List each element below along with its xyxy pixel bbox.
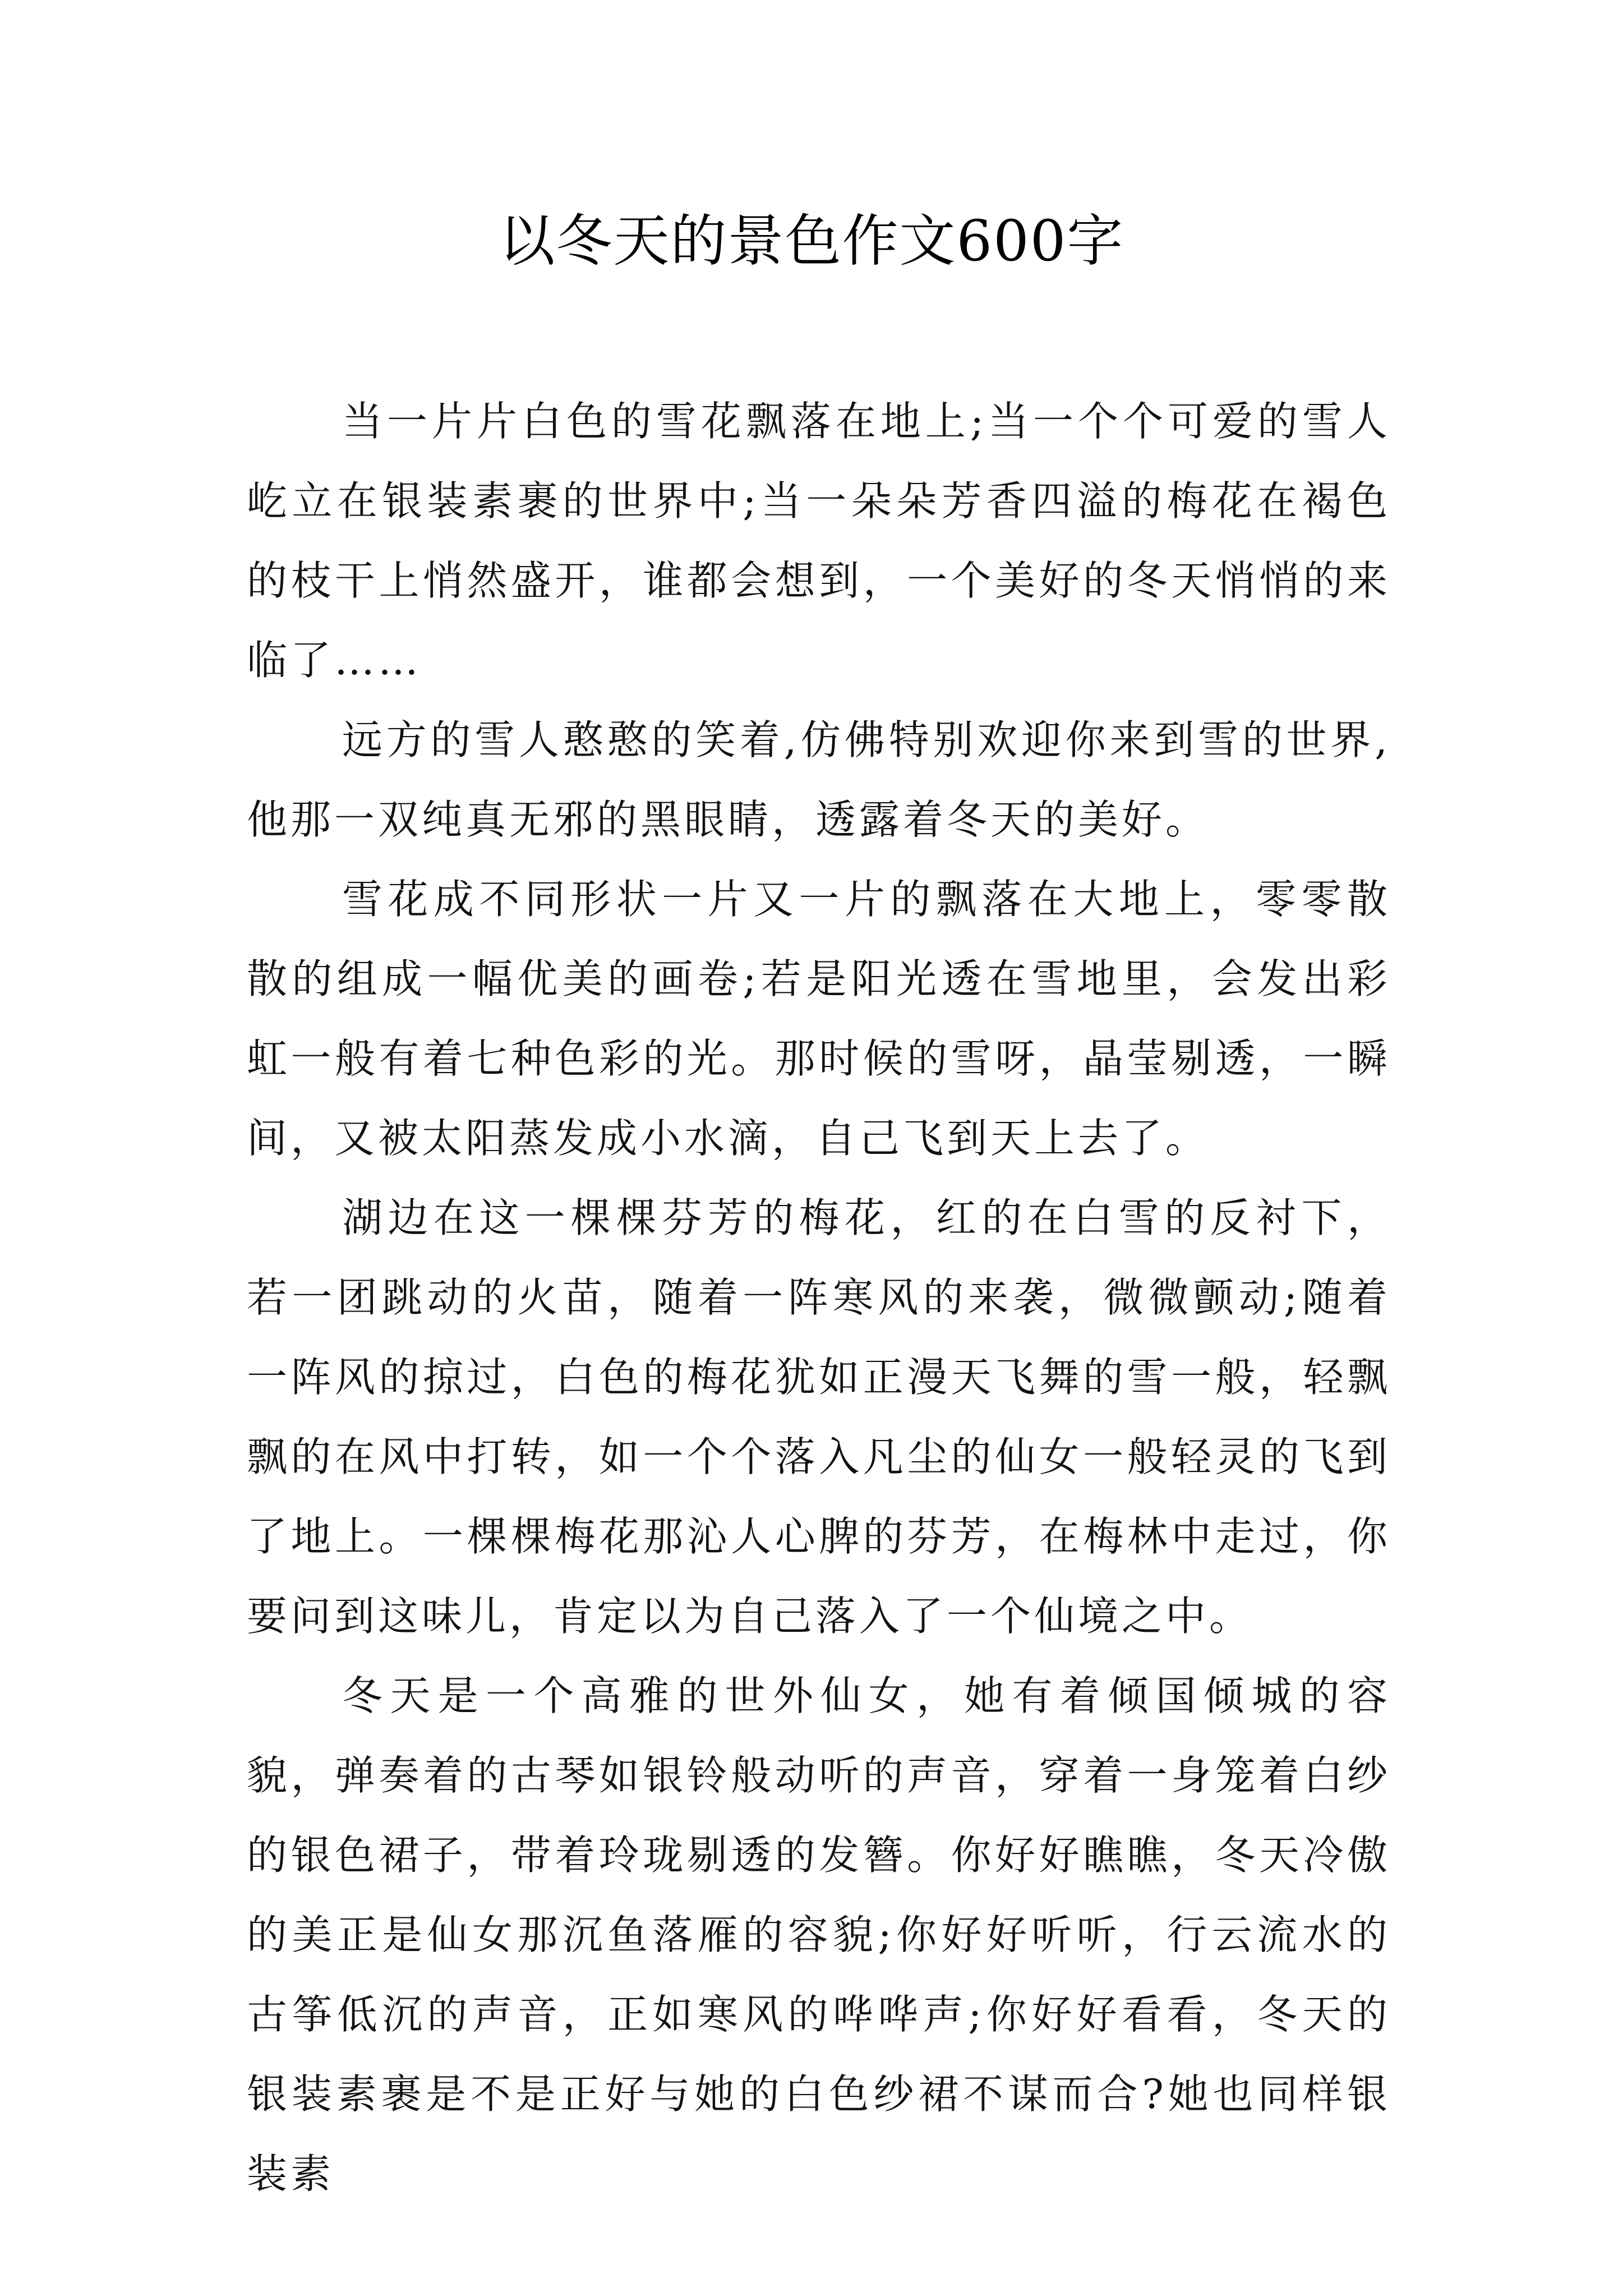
- paragraph-5: 冬天是一个高雅的世外仙女，她有着倾国倾城的容貌，弹奏着的古琴如银铃般动听的声音，穿着一身笼着白纱的银色裙子，带着玲珑剔透的发簪。你好好瞧瞧，冬天冷傲的美正是仙女那沉鱼落雁的容貌;你好好听听，行云流水的古筝低沉的声音，正如寒风的哗哗声;你好好看看，冬天的银装素裹是不是正好与她的白色纱裙不谋而合?她也同样银装素: [247, 1672, 1391, 2197]
- document-body: [247, 381, 1391, 2214]
- paragraph-1: 当一片片白色的雪花飘落在地上;当一个个可爱的雪人屹立在银装素裹的世界中;当一朵朵芳香四溢的梅花在褐色的枝干上悄然盛开，谁都会想到，一个美好的冬天悄悄的来临了……: [247, 398, 1391, 684]
- document-title: 以冬天的景色作文600字: [499, 208, 1124, 274]
- paragraph-4: 湖边在这一棵棵芬芳的梅花，红的在白雪的反衬下，若一团跳动的火苗，随着一阵寒风的来袭，微微颤动;随着一阵风的掠过，白色的梅花犹如正漫天飞舞的雪一般，轻飘飘的在风中打转，如一个个落入凡尘的仙女一般轻灵的飞到了地上。一棵棵梅花那沁人心脾的芬芳，在梅林中走过，你要问到这味儿，肯定以为自己落入了一个仙境之中。: [247, 1194, 1391, 1640]
- paragraph-2: 远方的雪人憨憨的笑着,仿佛特别欢迎你来到雪的世界,他那一双纯真无邪的黑眼睛，透露着冬天的美好。: [247, 716, 1391, 843]
- paragraph-3: 雪花成不同形状一片又一片的飘落在大地上，零零散散的组成一幅优美的画卷;若是阳光透在雪地里，会发出彩虹一般有着七种色彩的光。那时候的雪呀，晶莹剔透，一瞬间，又被太阳蒸发成小水滴，自己飞到天上去了。: [247, 876, 1391, 1162]
